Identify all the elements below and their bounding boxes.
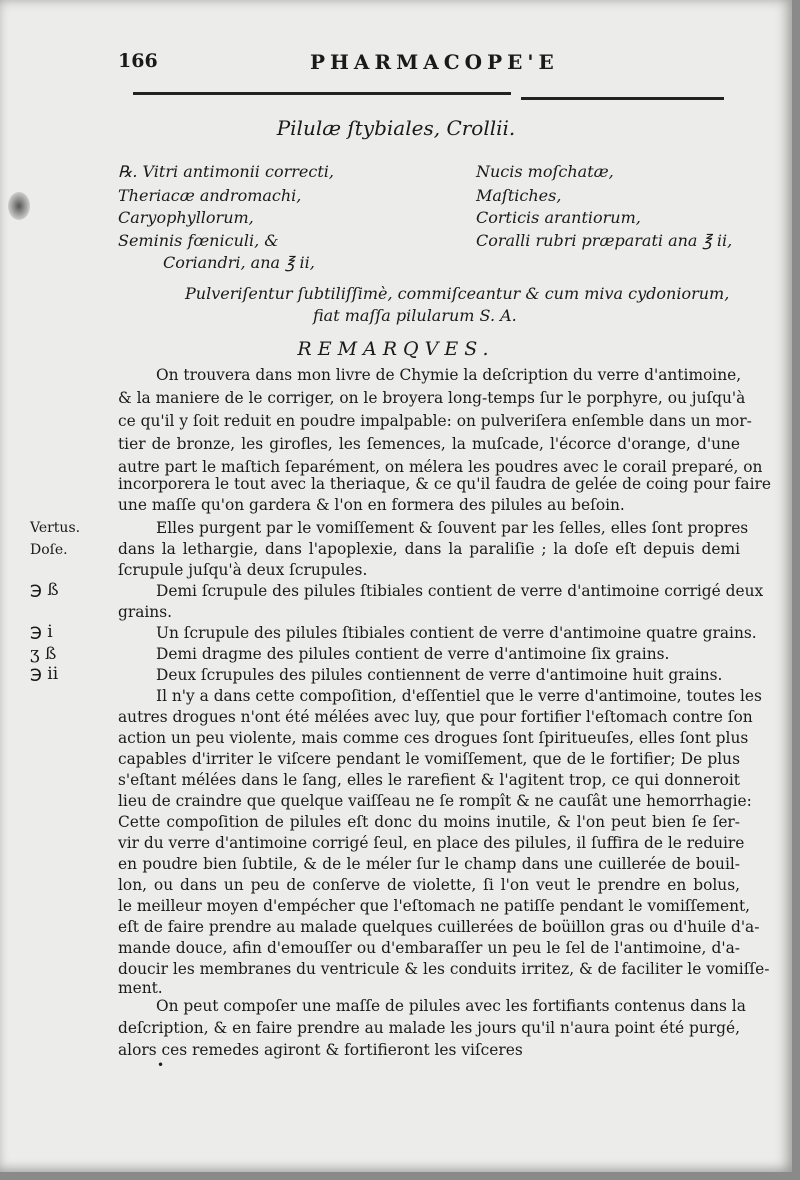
text-line: le meilleur moyen d'empécher que l'eſtomach ne patiſſe pendant le vomiſſement, [118, 897, 751, 915]
text-line: doucir les membranes du ventricule & les conduits irritez, & de faciliter le vomiſſe- [118, 960, 770, 978]
text-line: lieu de craindre que quelque vaiſſeau ne ſe rompît & ne cauſât une hemorrhagie: [118, 792, 752, 810]
recipe-title: Pilulæ ſtybiales, Crollii. [276, 116, 516, 140]
margin-note-dose-symbol: ℈ i [30, 622, 53, 642]
printers-mark: • [157, 1058, 165, 1072]
text-line: alors ces remedes agiront & fortifieront les viſceres [118, 1041, 523, 1059]
ingredient-right: Coralli rubri præparati ana ℥ ii, [476, 231, 733, 250]
margin-note-dose-symbol: ʒ ß [30, 644, 57, 664]
text-line: une maſſe qu'on gardera & l'on en formera des pilules au beſoin. [118, 496, 625, 514]
running-title: PHARMACOPE'E [310, 50, 559, 74]
text-line: On trouvera dans mon livre de Chymie la deſcription du verre d'antimoine, [156, 366, 742, 384]
text-line: autres drogues n'ont été mélées avec luy, que pour fortifier l'eſtomach contre ſon [118, 708, 753, 726]
text-line: s'eſtant mélées dans le ſang, elles le rarefient & l'agitent trop, ce qui donneroit [118, 771, 740, 789]
margin-note-dose: Doſe. [30, 542, 68, 558]
text-line: lon, ou dans un peu de conſerve de violette, ſi l'on veut le prendre en bolus, [118, 876, 740, 894]
ingredient-left: Coriandri, ana ℥ ii, [163, 253, 315, 272]
text-line: Il n'y a dans cette compoſition, d'eſſentiel que le verre d'antimoine, toutes les [156, 687, 762, 705]
text-line: Elles purgent par le vomiſſement & ſouvent par les ſelles, elles ſont propres [156, 519, 749, 537]
text-line: mande douce, afin d'emouſſer ou d'embaraſſer un peu le ſel de l'antimoine, d'a- [118, 939, 740, 957]
header-rule-right [521, 97, 724, 100]
text-line: deſcription, & en faire prendre au malade les jours qu'il n'aura point été purgé, [118, 1019, 740, 1037]
ingredient-left: Seminis fœniculi, & [118, 231, 279, 250]
text-line: action un peu violente, mais comme ces drogues ſont ſpiritueuſes, elles ſont plus [118, 729, 749, 747]
text-line: en poudre bien ſubtile, & de le méler ſur le champ dans une cuillerée de bouil- [118, 855, 740, 873]
ingredient-right: Nucis moſchatæ, [476, 162, 614, 181]
text-line: ment. [118, 979, 163, 997]
text-line: On peut compoſer une maſſe de pilules avec les fortifiants contenus dans la [156, 997, 746, 1015]
text-line: Un ſcrupule des pilules ſtibiales contient de verre d'antimoine quatre grains. [156, 624, 757, 642]
text-line: grains. [118, 603, 173, 621]
preparation-instruction: fiat maſſa pilularum S. A. [313, 306, 517, 325]
remarques-heading: REMARQVES. [297, 338, 495, 360]
ingredient-left: ℞. Vitri antimonii correcti, [118, 162, 334, 181]
ingredient-right: Maſtiches, [476, 186, 562, 205]
text-line: & la maniere de le corriger, on le broyera long-temps ſur le porphyre, ou juſqu'à [118, 389, 746, 407]
text-line: eſt de faire prendre au malade quelques cuillerées de boüillon gras ou d'huile d'a- [118, 918, 760, 936]
text-line: tier de bronze, les girofles, les ſemences, la muſcade, l'écorce d'orange, d'une [118, 435, 740, 453]
text-line: autre part le maſtich ſeparément, on mélera les poudres avec le corail preparé, on [118, 458, 763, 476]
margin-note-dose-symbol: ℈ ii [30, 664, 59, 684]
text-line: vir du verre d'antimoine corrigé ſeul, en place des pilules, il ſuffira de le reduire [118, 834, 745, 852]
page-number: 166 [118, 50, 158, 72]
text-line: Demi ſcrupule des pilules ſtibiales contient de verre d'antimoine corrigé deux [156, 582, 764, 600]
margin-note-dose-symbol: ℈ ß [30, 580, 59, 600]
text-line: Cette compoſition de pilules eſt donc du moins inutile, & l'on peut bien ſe ſer- [118, 813, 740, 831]
text-line: ſcrupule juſqu'à deux ſcrupules. [118, 561, 368, 579]
paper-stain [8, 192, 30, 220]
preparation-instruction: Pulveriſentur ſubtiliſſimè, commiſceantur & cum miva cydoniorum, [185, 284, 730, 303]
text-line: incorporera le tout avec la theriaque, & ce qu'il faudra de gelée de coing pour faire [118, 475, 771, 493]
text-line: Deux ſcrupules des pilules contiennent de verre d'antimoine huit grains. [156, 666, 723, 684]
ingredient-left: Caryophyllorum, [118, 208, 254, 227]
header-rule-left [133, 92, 511, 95]
margin-note-vertus: Vertus. [30, 520, 81, 536]
ingredient-right: Corticis arantiorum, [476, 208, 641, 227]
text-line: ce qu'il y ſoit reduit en poudre impalpable: on pulveriſera enſemble dans un mor- [118, 412, 752, 430]
text-line: Demi dragme des pilules contient de verre d'antimoine ſix grains. [156, 645, 670, 663]
text-line: capables d'irriter le viſcere pendant le vomiſſement, que de le fortifier; De plus [118, 750, 740, 768]
ingredient-left: Theriacæ andromachi, [118, 186, 302, 205]
text-line: dans la lethargie, dans l'apoplexie, dans la paraliſie ; la doſe eſt depuis demi [118, 540, 740, 558]
